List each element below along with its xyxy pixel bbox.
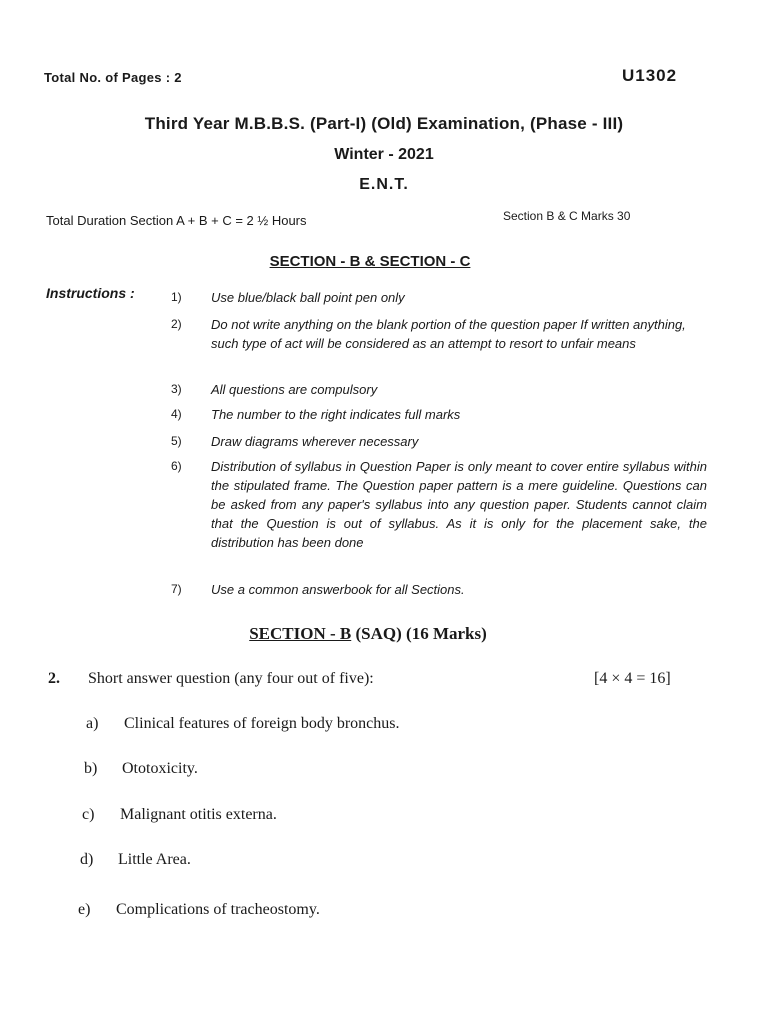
instruction-text: All questions are compulsory bbox=[211, 382, 378, 397]
exam-session: Winter - 2021 bbox=[334, 146, 434, 163]
instruction-number: 2) bbox=[171, 317, 182, 331]
instruction-text: The number to the right indicates full marks bbox=[211, 407, 461, 422]
instruction-text: Do not write anything on the blank portion of the question paper If written anything, such type of act will be considered as an attempt to resort to unfair means bbox=[211, 317, 686, 351]
instruction-item bbox=[171, 315, 711, 353]
section-b-title: SECTION - B bbox=[249, 624, 352, 643]
instruction-number: 4) bbox=[171, 407, 182, 421]
subquestion-label: a) bbox=[86, 715, 99, 732]
instruction-text: Distribution of syllabus in Question Paper is only meant to cover entire syllabus within the stipulated frame. The Question paper pattern is a mere guideline. Questions can be asked from any paper's syllabus into any question paper. Students cannot claim that the Question is out of syllabus. As it is only for the placement sake, the distribution has been done bbox=[211, 459, 707, 550]
instruction-item bbox=[171, 580, 711, 599]
instruction-text: Use blue/black ball point pen only bbox=[211, 290, 405, 305]
subquestion-text: Complications of tracheostomy. bbox=[116, 901, 320, 918]
section-marks: Section B & C Marks 30 bbox=[503, 209, 631, 223]
section-bc-heading: SECTION - B & SECTION - C bbox=[269, 253, 471, 270]
subquestion-text: Clinical features of foreign body bronchus. bbox=[124, 715, 400, 732]
instruction-number: 3) bbox=[171, 382, 182, 396]
total-duration: Total Duration Section A + B + C = 2 ½ Hours bbox=[46, 213, 307, 228]
instruction-item bbox=[171, 288, 711, 307]
total-pages: Total No. of Pages : 2 bbox=[44, 70, 182, 85]
subquestion-b bbox=[84, 760, 198, 778]
instructions-label: Instructions : bbox=[46, 285, 135, 301]
question-number: 2. bbox=[48, 670, 60, 687]
subquestion-e bbox=[78, 901, 320, 919]
subquestion-label: d) bbox=[80, 851, 94, 868]
subquestion-text: Malignant otitis externa. bbox=[120, 806, 277, 823]
instruction-number: 7) bbox=[171, 582, 182, 596]
subquestion-d bbox=[80, 851, 191, 869]
instruction-item bbox=[171, 405, 711, 424]
question-marks: [4 × 4 = 16] bbox=[594, 670, 671, 687]
instruction-number: 6) bbox=[171, 459, 182, 473]
instruction-number: 5) bbox=[171, 434, 182, 448]
instruction-item bbox=[171, 457, 707, 552]
subquestion-label: c) bbox=[82, 806, 95, 823]
exam-title: Third Year M.B.B.S. (Part-I) (Old) Examination, (Phase - III) bbox=[144, 114, 624, 133]
exam-subject: E.N.T. bbox=[359, 176, 409, 193]
question-text: Short answer question (any four out of five): bbox=[88, 670, 374, 687]
subquestion-text: Ototoxicity. bbox=[122, 760, 198, 777]
subquestion-label: b) bbox=[84, 760, 98, 777]
paper-code: U1302 bbox=[622, 66, 678, 85]
instruction-text: Use a common answerbook for all Sections. bbox=[211, 582, 465, 597]
subquestion-text: Little Area. bbox=[118, 851, 191, 868]
instruction-number: 1) bbox=[171, 290, 182, 304]
section-b-suffix: (SAQ) (16 Marks) bbox=[351, 624, 487, 643]
subquestion-label: e) bbox=[78, 901, 91, 918]
section-b-heading bbox=[0, 624, 736, 644]
instruction-item bbox=[171, 380, 711, 399]
subquestion-c bbox=[82, 806, 277, 824]
instruction-item bbox=[171, 432, 711, 451]
instruction-text: Draw diagrams wherever necessary bbox=[211, 434, 419, 449]
subquestion-a bbox=[86, 715, 400, 733]
